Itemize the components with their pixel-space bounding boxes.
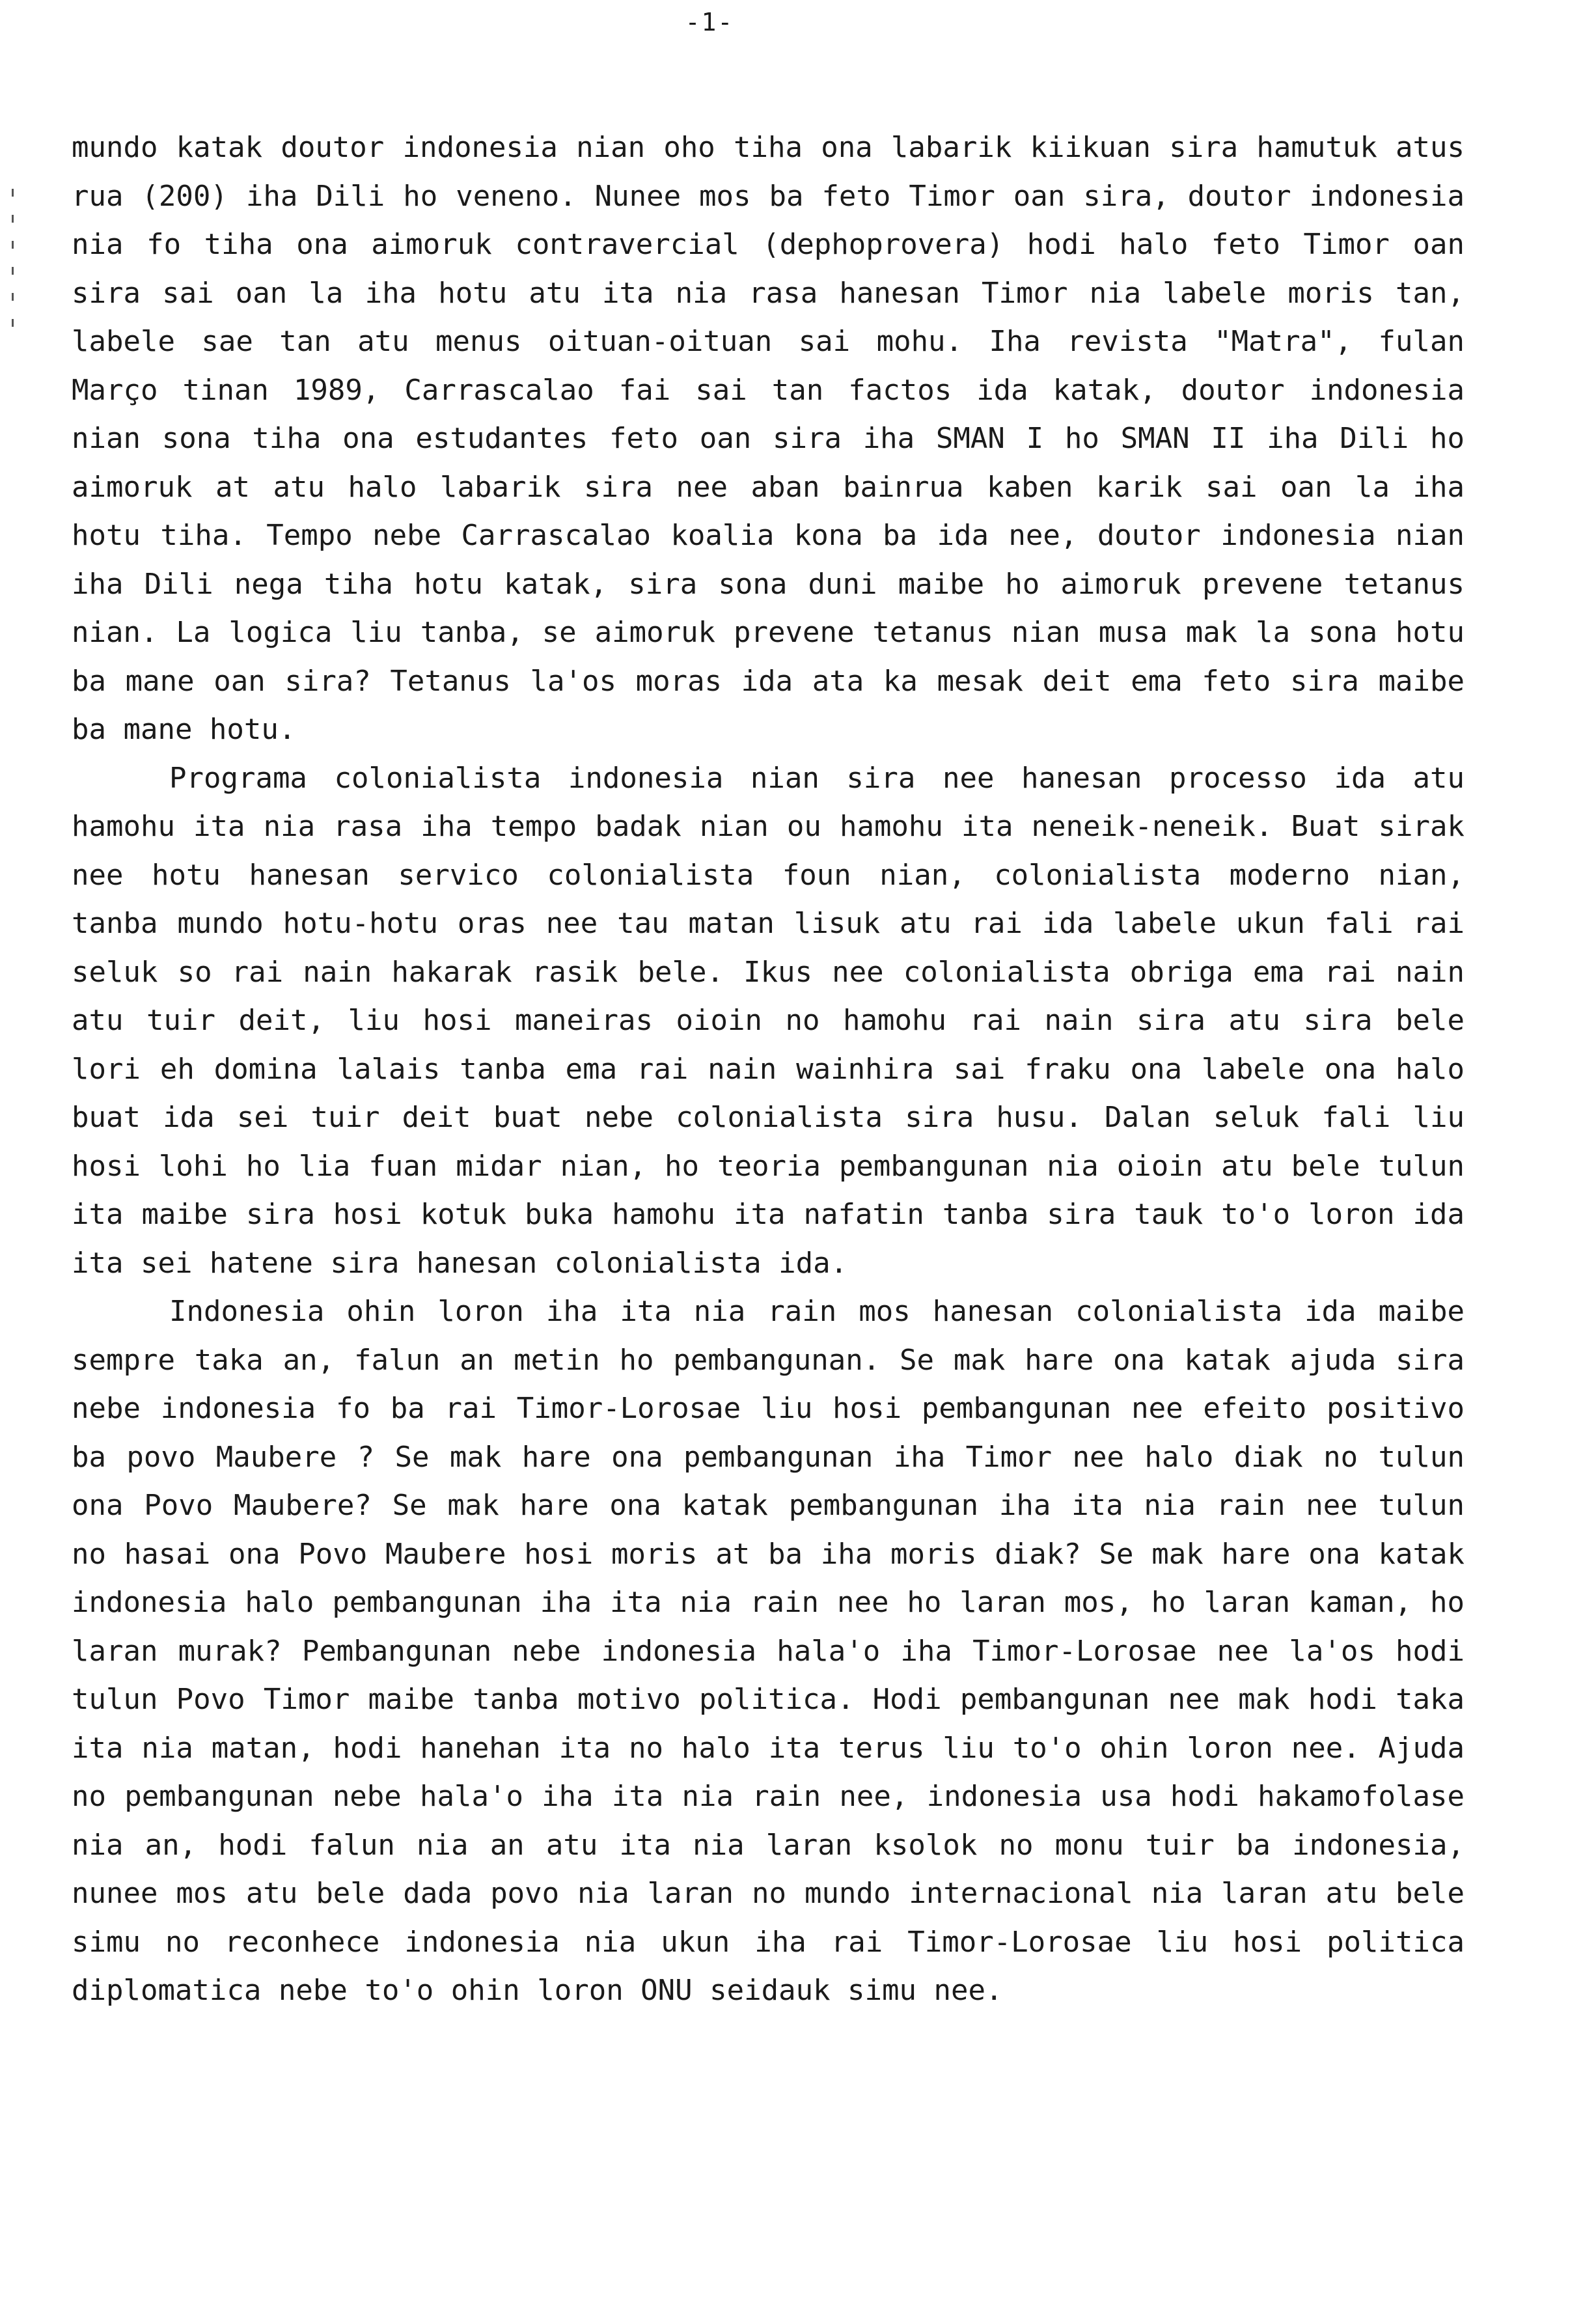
paragraph: mundo katak doutor indonesia nian oho tiha ona labarik kiikuan sira hamutuk atus rua (200) iha Dili ho veneno. Nunee mos ba feto Timor oan sira, doutor indonesia nia fo tiha ona aimoruk contravercial (dephoprovera) hodi halo feto Timor oan sira sai oan la iha hotu atu ita nia rasa hanesan Timor nia labele moris tan, labele sae tan atu menus oituan-oituan sai mohu. Iha revista "Matra", fulan Março tinan 1989, Carrascalao fai sai tan factos ida katak, doutor indonesia nian sona tiha ona estudantes feto oan sira iha SMAN I ho SMAN II iha Dili ho aimoruk at atu halo labarik sira nee aban bainrua kaben karik sai oan la iha hotu tiha. Tempo nebe Carrascalao koalia kona ba ida nee, doutor indonesia nian iha Dili nega tiha hotu katak, sira sona duni maibe ho aimoruk prevene tetanus nian. La logica liu tanba, se aimoruk prevene tetanus nian musa mak la sona hotu ba mane oan sira? Tetanus la'os moras ida ata ka mesak deit ema feto sira maibe ba mane hotu. — [72, 131, 1465, 746]
page-number: -1- — [685, 8, 734, 36]
body-text — [72, 124, 1465, 2015]
paragraph: Programa colonialista indonesia nian sira nee hanesan processo ida atu hamohu ita nia rasa iha tempo badak nian ou hamohu ita neneik-neneik. Buat sirak nee hotu hanesan servico colonialista foun nian, colonialista moderno nian, tanba mundo hotu-hotu oras nee tau matan lisuk atu rai ida labele ukun fali rai seluk so rai nain hakarak rasik bele. Ikus nee colonialista obriga ema rai nain atu tuir deit, liu hosi maneiras oioin no hamohu rai nain sira atu sira bele lori eh domina lalais tanba ema rai nain wainhira sai fraku ona labele ona halo buat ida sei tuir deit buat nebe colonialista sira husu. Dalan seluk fali liu hosi lohi ho lia fuan midar nian, ho teoria pembangunan nia oioin atu bele tulun ita maibe sira hosi kotuk buka hamohu ita nafatin tanba sira tauk to'o loron ida ita sei hatene sira hanesan colonialista ida. — [72, 761, 1465, 1280]
paragraph: Indonesia ohin loron iha ita nia rain mos hanesan colonialista ida maibe sempre taka an, falun an metin ho pembangunan. Se mak hare ona katak ajuda sira nebe indonesia fo ba rai Timor-Lorosae liu hosi pembangunan nee efeito positivo ba povo Maubere ? Se mak hare ona pembangunan iha Timor nee halo diak no tulun ona Povo Maubere? Se mak hare ona katak pembangunan iha ita nia rain nee tulun no hasai ona Povo Maubere hosi moris at ba iha moris diak? Se mak hare ona katak indonesia halo pembangunan iha ita nia rain nee ho laran mos, ho laran kaman, ho laran murak? Pembangunan nebe indonesia hala'o iha Timor-Lorosae nee la'os hodi tulun Povo Timor maibe tanba motivo politica. Hodi pembangunan nee mak hodi taka ita nia matan, hodi hanehan ita no halo ita terus liu to'o ohin loron nee. Ajuda no pembangunan nebe hala'o iha ita nia rain nee, indonesia usa hodi hakamofolase nia an, hodi falun nia an atu ita nia laran ksolok no monu tuir ba indonesia, nunee mos atu bele dada povo nia laran no mundo internacional nia laran atu bele simu no reconhece indonesia nia ukun iha rai Timor-Lorosae liu hosi politica diplomatica nebe to'o ohin loron ONU seidauk simu nee. — [72, 1295, 1465, 2007]
margin-marks — [8, 189, 18, 410]
